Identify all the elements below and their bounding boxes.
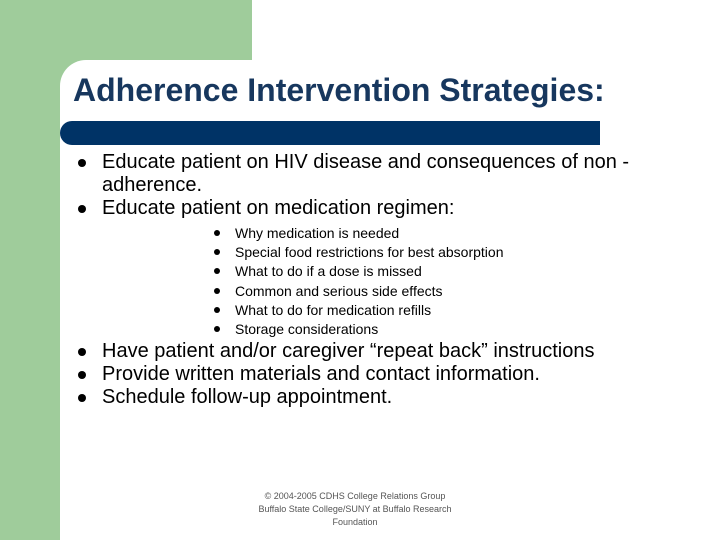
sub-bullet-text: Why medication is needed bbox=[235, 225, 400, 241]
bullet-dot-icon bbox=[78, 394, 86, 402]
bottom-bullet-list bbox=[78, 340, 698, 409]
bullet-dot-icon bbox=[78, 205, 86, 213]
sub-bullet-dot-icon bbox=[214, 307, 220, 313]
sub-bullet-text: What to do if a dose is missed bbox=[235, 263, 422, 280]
bullet-item bbox=[78, 197, 698, 220]
bullet-text: Schedule follow-up appointment. bbox=[102, 386, 393, 408]
bullet-text: Educate patient on HIV disease and consequences of non -adherence. bbox=[102, 151, 630, 196]
sub-bullet-item bbox=[214, 301, 694, 320]
sub-bullet-dot-icon bbox=[214, 288, 220, 294]
title-underline-bar bbox=[60, 121, 600, 145]
sub-bullet-item bbox=[214, 262, 694, 281]
background-green-strip bbox=[0, 0, 60, 540]
sub-bullet-text: Common and serious side effects bbox=[235, 282, 443, 299]
sub-bullet-dot-icon bbox=[214, 326, 220, 332]
bullet-item bbox=[78, 363, 698, 386]
copyright-footer bbox=[240, 490, 470, 529]
sub-bullet-dot-icon bbox=[214, 230, 220, 236]
bullet-dot-icon bbox=[78, 371, 86, 379]
sub-bullet-text: Storage considerations bbox=[235, 321, 379, 338]
sub-bullet-text: Special food restrictions for best absorption bbox=[235, 244, 504, 261]
sub-bullet-dot-icon bbox=[214, 268, 220, 274]
footer-line: Buffalo State College/SUNY at Buffalo Research bbox=[258, 504, 452, 514]
sub-bullet-dot-icon bbox=[214, 249, 220, 255]
footer-line: © 2004-2005 CDHS College Relations Group bbox=[264, 491, 446, 501]
slide-title: Adherence Intervention Strategies: bbox=[73, 72, 605, 108]
footer-line: Foundation bbox=[332, 517, 378, 527]
sub-bullet-text: What to do for medication refills bbox=[235, 301, 432, 318]
top-bullet-list bbox=[78, 151, 698, 220]
sub-bullet-item bbox=[214, 224, 694, 243]
bullet-text: Have patient and/or caregiver “repeat back” instructions bbox=[102, 340, 595, 362]
bullet-text: Provide written materials and contact information. bbox=[102, 363, 540, 385]
bullet-item bbox=[78, 340, 698, 363]
bullet-dot-icon bbox=[78, 348, 86, 356]
sub-bullet-list bbox=[214, 224, 694, 339]
sub-bullet-item bbox=[214, 243, 694, 262]
bullet-item bbox=[78, 386, 698, 409]
bullet-text: Educate patient on medication regimen: bbox=[102, 197, 455, 219]
sub-bullet-item bbox=[214, 320, 694, 339]
bullet-dot-icon bbox=[78, 159, 86, 167]
sub-bullet-item bbox=[214, 282, 694, 301]
bullet-item bbox=[78, 151, 698, 197]
